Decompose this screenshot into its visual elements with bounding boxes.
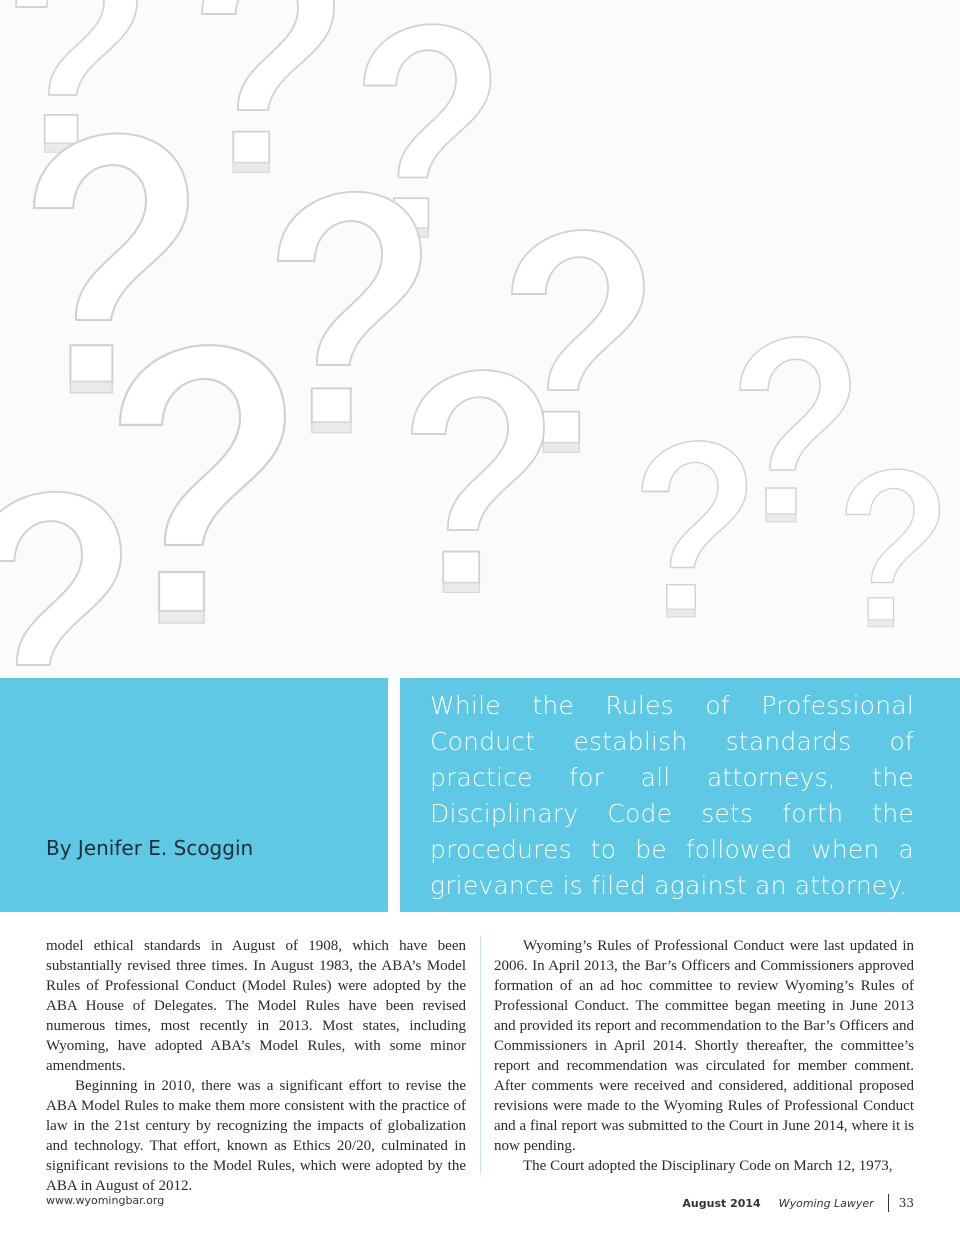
footer-magazine-title: Wyoming Lawyer	[778, 1196, 874, 1210]
page-number: 33	[898, 1196, 914, 1210]
footer-info	[682, 1194, 914, 1212]
footer-date: August 2014	[682, 1196, 761, 1210]
pull-quote: While the Rules of Professional Conduct establish standards of practice for all attorneys, the Disciplinary Code sets forth the procedures to be followed when a grievance is filed against an attorney.	[430, 691, 914, 900]
paragraph: Beginning in 2010, there was a significant effort to revise the ABA Model Rules to make them more consistent with the practice of law in the 21st century by recognizing the impacts of globalization and technology. That effort, known as Ethics 20/20, culminated in significant revisions to the Model Rules, which were adopted by the ABA in August of 2012.	[46, 1078, 466, 1194]
paragraph: Wyoming’s Rules of Professional Conduct were last updated in 2006. In April 2013, the Bar’s Officers and Commissioners approved formation of an ad hoc committee to review Wyoming’s Rules of Professional Conduct. The committee began meeting in June 2013 and provided its report and recommendation to the Bar’s Officers and Commissioners in April 2014. Shortly thereafter, the committee’s report and recommendation was circulated for member comment. After comments were received and considered, additional proposed revisions were made to the Wyoming Rules of Professional Conduct and a final report was submitted to the Court in June 2014, where it is now pending.	[494, 938, 914, 1154]
paragraph: The Court adopted the Disciplinary Code on March 12, 1973,	[523, 1158, 893, 1174]
column-divider	[480, 936, 481, 1174]
banner-left-panel	[0, 678, 388, 912]
article-right-column	[494, 936, 914, 1176]
footer-website: www.wyomingbar.org	[46, 1194, 165, 1207]
author-byline: By Jenifer E. Scoggin	[46, 836, 254, 860]
paragraph: model ethical standards in August of 1908, which have been substantially revised three times. In August 1983, the ABA’s Model Rules of Professional Conduct (Model Rules) were adopted by the ABA House of Delegates. The Model Rules have been revised numerous times, most recently in 2013. Most states, including Wyoming, have adopted ABA’s Model Rules, with some minor amendments.	[46, 938, 466, 1074]
article-left-column	[46, 936, 466, 1196]
footer-divider	[888, 1194, 889, 1212]
